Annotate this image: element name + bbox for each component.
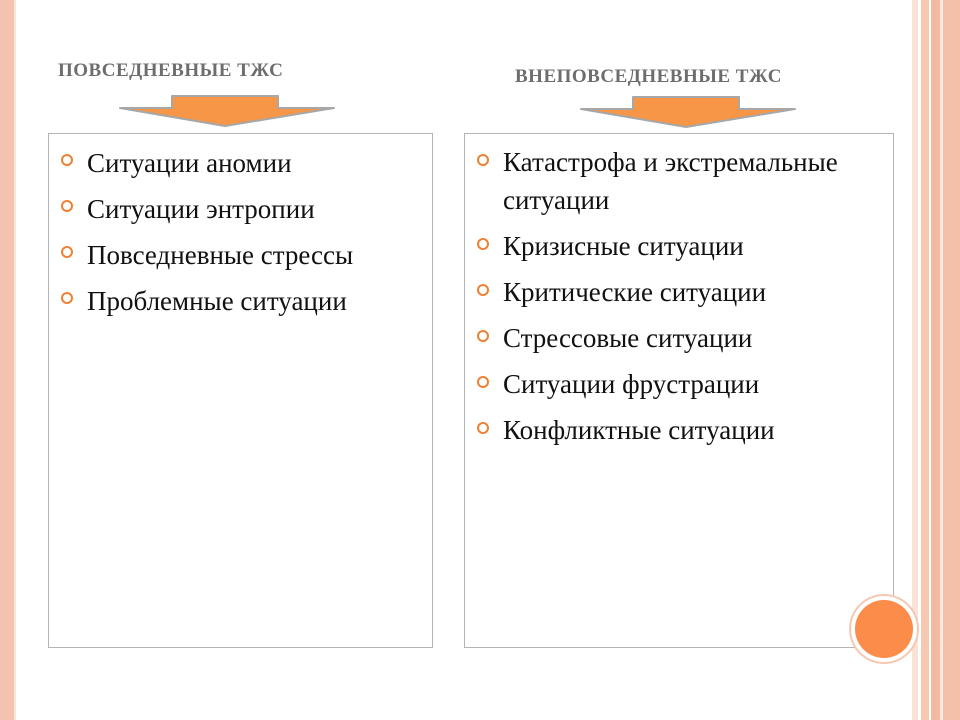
right-item-list <box>477 143 887 457</box>
list-item <box>61 189 421 229</box>
list-item <box>477 143 887 219</box>
circle-bullet-icon <box>477 284 489 296</box>
list-item-text: Конфликтные ситуации <box>503 415 775 445</box>
right-heading: ВНЕПОВСЕДНЕВНЫЕ ТЖС <box>515 66 783 87</box>
circle-bullet-icon <box>61 200 73 212</box>
list-item <box>61 143 421 183</box>
circle-bullet-icon <box>477 154 489 166</box>
list-item-text: Проблемные ситуации <box>87 286 347 316</box>
left-panel <box>48 133 433 648</box>
list-item-text: Повседневные стрессы <box>87 240 354 270</box>
right-decorative-bands <box>912 0 960 720</box>
list-item <box>477 319 887 357</box>
orange-circle-icon <box>855 600 913 658</box>
down-arrow-icon <box>116 94 338 128</box>
down-arrow-icon <box>577 95 799 129</box>
list-item <box>477 365 887 403</box>
list-item <box>61 281 421 321</box>
right-panel <box>464 133 894 648</box>
list-item <box>477 273 887 311</box>
list-item-text: Кризисные ситуации <box>503 231 744 261</box>
list-item <box>477 411 887 449</box>
left-item-list <box>61 143 421 327</box>
circle-bullet-icon <box>61 292 73 304</box>
list-item-text: Стрессовые ситуации <box>503 323 753 353</box>
list-item-text: Ситуации энтропии <box>87 194 315 224</box>
left-decorative-band <box>0 0 16 720</box>
list-item-text: Ситуации фрустрации <box>503 369 760 399</box>
circle-bullet-icon <box>61 154 73 166</box>
circle-bullet-icon <box>477 238 489 250</box>
list-item <box>477 227 887 265</box>
circle-bullet-icon <box>61 246 73 258</box>
list-item-text: Ситуации аномии <box>87 148 292 178</box>
list-item <box>61 235 421 275</box>
list-item-text: Критические ситуации <box>503 277 767 307</box>
circle-bullet-icon <box>477 422 489 434</box>
circle-bullet-icon <box>477 376 489 388</box>
left-heading: ПОВСЕДНЕВНЫЕ ТЖС <box>58 60 284 81</box>
list-item-text: Катастрофа и экстремальные ситуации <box>503 147 838 215</box>
circle-bullet-icon <box>477 330 489 342</box>
